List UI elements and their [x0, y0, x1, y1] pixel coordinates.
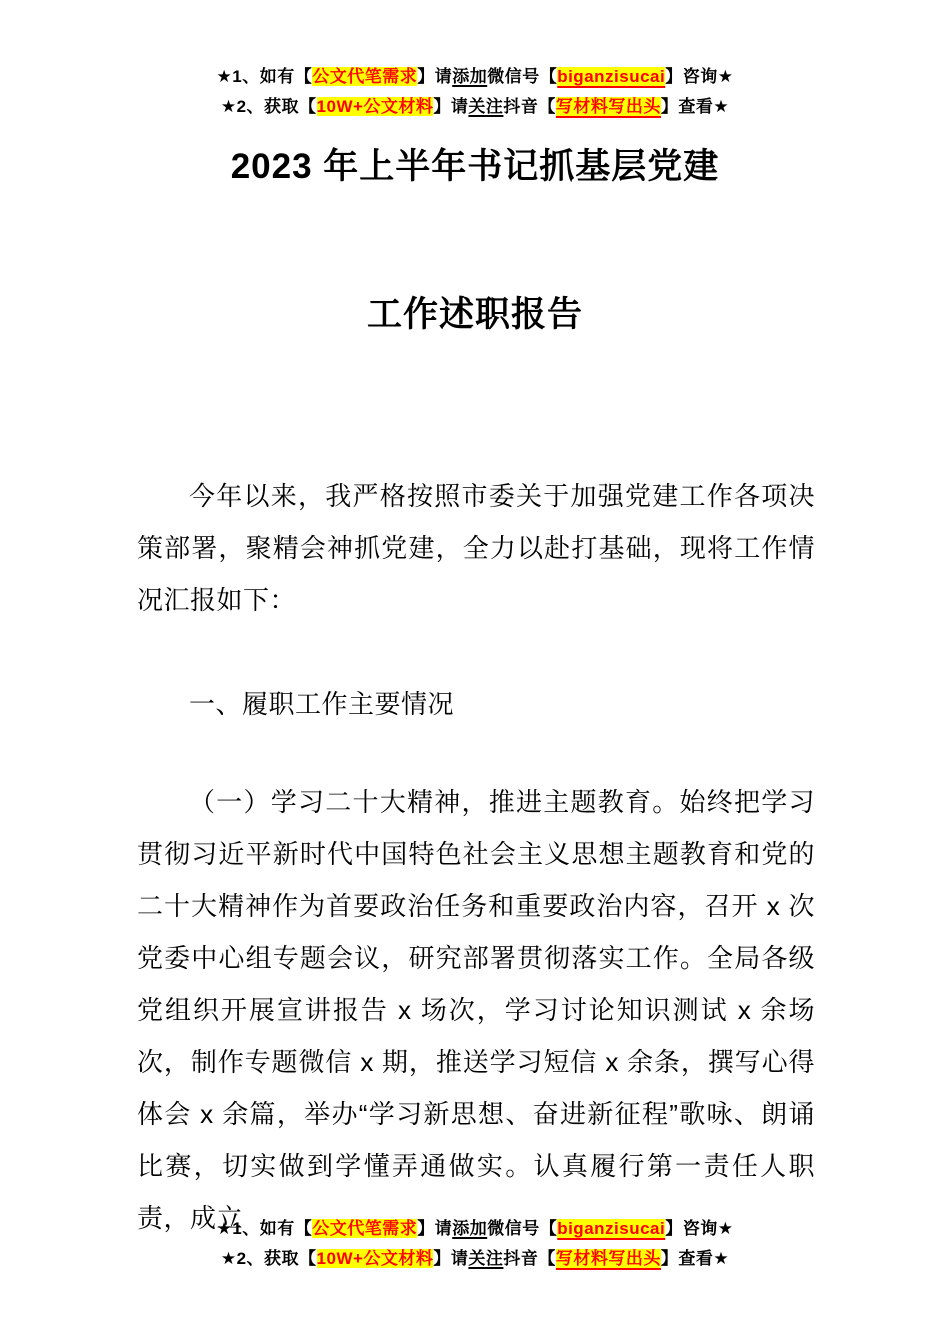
promo-text: ★1、如有【 [216, 1219, 313, 1238]
promo-highlight-writing-service: 公文代笔需求 [312, 1219, 418, 1238]
promo-text: 】咨询★ [665, 1219, 734, 1238]
document-title-line-2: 工作述职报告 [366, 295, 583, 334]
body-paragraph-1: （一）学习二十大精神，推进主题教育。始终把学习贯彻习近平新时代中国特色社会主义思想主题教育和党的二十大精神作为首要政治任务和重要政治内容，召开 x 次党委中心组专题会议，研究部署贯彻落实工作。全局各级党组织开展宣讲报告 x 场次，学习讨论知识测试 x 余场次，制作专题微信 x 期，推送学习短信 x 余条，撰写心得体会 x 余篇，举办“学习新思想、奋进新征程”歌咏、朗诵比赛，切实做到学懂弄通做实。认真履行第一责任人职责，成立 [137, 787, 815, 1233]
promo-highlight-wechat-id: biganzisucai [557, 67, 666, 86]
promo-text: 抖音【 [503, 1249, 556, 1268]
promo-text: 抖音【 [503, 97, 556, 116]
promo-text: 】请 [417, 1219, 453, 1238]
promo-text: 】查看★ [660, 97, 730, 116]
promo-footer [0, 1214, 950, 1274]
promo-highlight-materials: 10W+公文材料 [316, 97, 434, 116]
promo-header-line-2 [0, 92, 950, 122]
document-title-line-1: 2023 年上半年书记抓基层党建 [230, 147, 720, 186]
promo-text: 微信号【 [487, 1219, 558, 1238]
promo-underline-add: 添加 [452, 67, 488, 86]
promo-highlight-douyin-id: 写材料写出头 [555, 1249, 661, 1268]
promo-text: 】查看★ [660, 1249, 730, 1268]
intro-paragraph: 今年以来，我严格按照市委关于加强党建工作各项决策部署，聚精会神抓党建，全力以赴打基础，现将工作情况汇报如下： [137, 481, 815, 615]
promo-highlight-materials: 10W+公文材料 [316, 1249, 434, 1268]
promo-underline-follow: 关注 [468, 1249, 504, 1268]
promo-header-line-1 [0, 62, 950, 92]
promo-text: 】请 [433, 1249, 469, 1268]
promo-underline-follow: 关注 [468, 97, 504, 116]
promo-text: ★2、获取【 [220, 97, 317, 116]
promo-footer-line-2 [0, 1244, 950, 1274]
promo-text: 微信号【 [487, 67, 558, 86]
section-heading: 一、履职工作主要情况 [189, 689, 455, 719]
promo-text: ★2、获取【 [220, 1249, 317, 1268]
promo-text: 】咨询★ [665, 67, 734, 86]
promo-header [0, 62, 950, 122]
promo-text: ★1、如有【 [216, 67, 313, 86]
promo-highlight-writing-service: 公文代笔需求 [312, 67, 418, 86]
promo-text: 】请 [433, 97, 469, 116]
promo-footer-line-1 [0, 1214, 950, 1244]
promo-highlight-douyin-id: 写材料写出头 [555, 97, 661, 116]
promo-highlight-wechat-id: biganzisucai [557, 1219, 666, 1238]
promo-underline-add: 添加 [452, 1219, 488, 1238]
promo-text: 】请 [417, 67, 453, 86]
